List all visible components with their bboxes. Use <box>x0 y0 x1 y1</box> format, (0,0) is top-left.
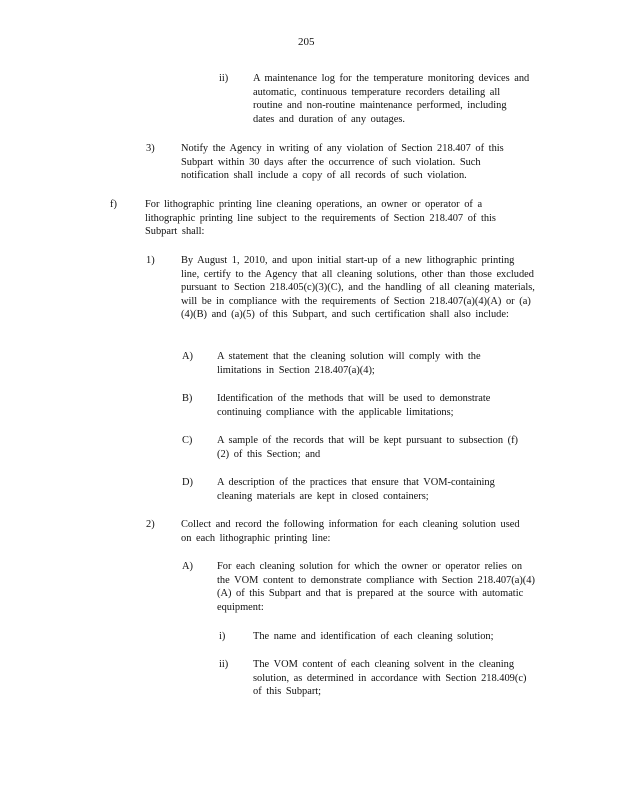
page-number: 205 <box>298 36 315 48</box>
item-label-A-2: A) <box>182 561 193 572</box>
item-text-identification: Identification of the methods that will be used to demonstrate continuing compliance with the applicable limitations; <box>217 393 491 418</box>
item-label-B: B) <box>182 393 193 404</box>
item-text-lithographic-cleaning: For lithographic printing line cleaning operations, an owner or operator of a lithographic printing line subject to the requirements of Section 218.407 of this Subpart shall: <box>145 199 496 238</box>
item-label-A: A) <box>182 351 193 362</box>
item-label-1: 1) <box>146 255 155 266</box>
item-text-maintenance-log: A maintenance log for the temperature monitoring devices and automatic, continuous temperature recorders detailing all routine and non-routine maintenance performed, including dates and duration of any outages. <box>253 73 530 125</box>
item-text-statement: A statement that the cleaning solution will comply with the limitations in Section 218.407(a)(4); <box>217 351 481 376</box>
item-label-ii-2: ii) <box>219 659 229 670</box>
item-label-i: i) <box>219 631 226 642</box>
item-label-3: 3) <box>146 143 155 154</box>
item-label-C: C) <box>182 435 193 446</box>
item-text-name-identification: The name and identification of each cleaning solution; <box>253 631 494 642</box>
item-text-description: A description of the practices that ensure that VOM-containing cleaning materials are kept in closed containers; <box>217 477 495 502</box>
item-text-collect: Collect and record the following information for each cleaning solution used on each lithographic printing line: <box>181 519 520 544</box>
item-text-certify: By August 1, 2010, and upon initial start-up of a new lithographic printing line, certify to the Agency that all cleaning solutions, other than those excluded pursuant to Section 218.405(c)(3)(C), and the handling of all cleaning materials, will be in compliance with the requirements of Section 218.407(a)(4)(A) or (a)(4)(B) and (a)(5) of this Subpart, and such certification shall also include: <box>181 255 535 321</box>
item-label-2: 2) <box>146 519 155 530</box>
item-text-notify-agency: Notify the Agency in writing of any violation of Section 218.407 of this Subpart within 30 days after the occurrence of such violation. Such notification shall include a copy of all records of such violation. <box>181 143 504 182</box>
item-text-sample: A sample of the records that will be kept pursuant to subsection (f)(2) of this Section; and <box>217 435 519 460</box>
item-label-D: D) <box>182 477 193 488</box>
item-label-f: f) <box>110 199 117 210</box>
item-text-vom-content: The VOM content of each cleaning solvent in the cleaning solution, as determined in accordance with Section 218.409(c) of this Subpart; <box>253 659 527 698</box>
item-label-ii: ii) <box>219 73 229 84</box>
item-text-each-cleaning-solution: For each cleaning solution for which the owner or operator relies on the VOM content to demonstrate compliance with Section 218.407(a)(4)(A) of this Subpart and that is prepared at the source with automatic equipment: <box>217 561 535 613</box>
